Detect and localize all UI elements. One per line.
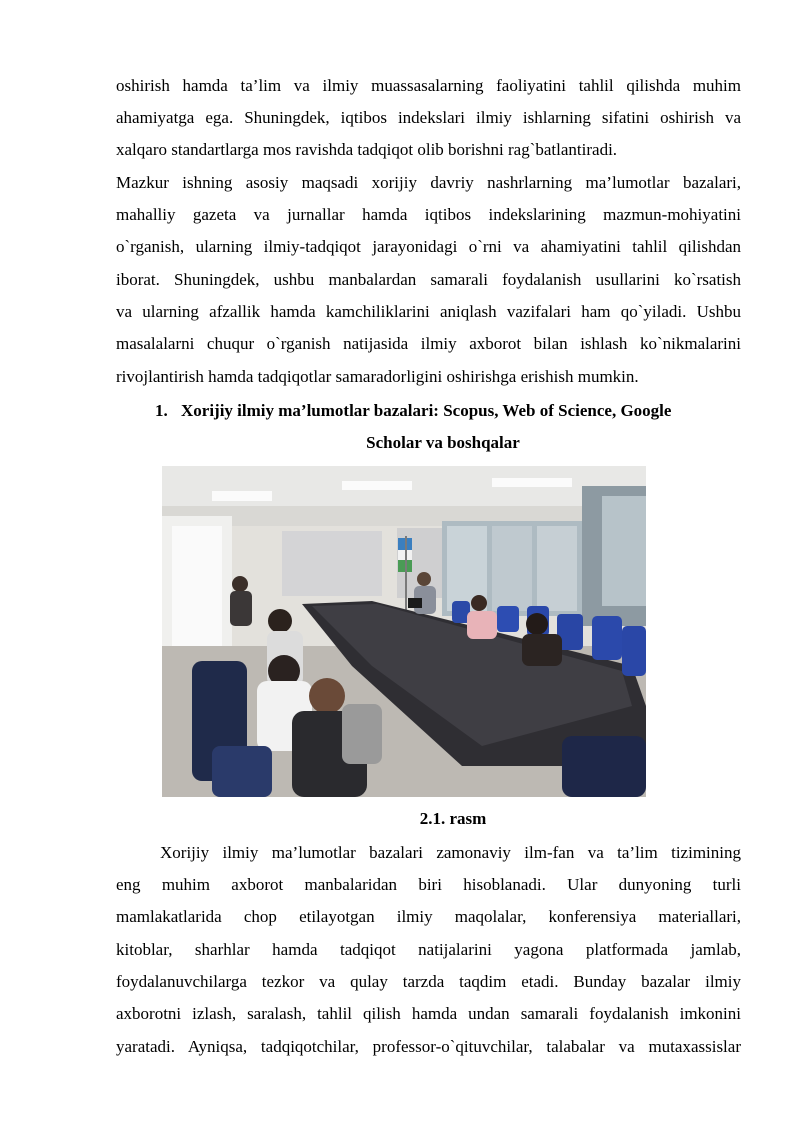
paragraph-line: eng muhim axborot manbalaridan biri hisoblanadi. Ular dunyoning turli (116, 875, 741, 894)
paragraph-line: axborotni izlash, saralash, tahlil qilish hamda undan samarali foydalanish imkonini (116, 1004, 741, 1023)
paragraph-line: ahamiyatga ega. Shuningdek, iqtibos indekslari ilmiy ishlarning sifatini oshirish va (116, 108, 741, 127)
section-heading-line1: Xorijiy ilmiy ma’lumotlar bazalari: Scopus, Web of Science, Google (181, 401, 672, 420)
paragraph-line: rivojlantirish hamda tadqiqotlar samaradorligini oshirishga erishish mumkin. (116, 367, 639, 386)
section-number: 1. (155, 401, 168, 420)
meeting-room-photo (162, 466, 646, 797)
paragraph-line: va ularning afzallik hamda kamchiliklarini aniqlash vazifalari ham qo`yiladi. Ushbu (116, 302, 741, 321)
paragraph-line: kitoblar, sharhlar hamda tadqiqot natijalarini yagona platformada jamlab, (116, 940, 741, 959)
paragraph-line: o`rganish, ularning ilmiy-tadqiqot jarayonidagi o`rni va ahamiyatini tahlil qilishdan (116, 237, 741, 256)
paragraph-line: xalqaro standartlarga mos ravishda tadqiqot olib borishni rag`batlantiradi. (116, 140, 618, 159)
figure-caption: 2.1. rasm (419, 809, 487, 828)
paragraph-line: mamlakatlarida chop etilayotgan ilmiy maqolalar, konferensiya materiallari, (116, 907, 741, 926)
paragraph-line: Mazkur ishning asosiy maqsadi xorijiy davriy nashrlarning ma’lumotlar bazalari, (116, 173, 741, 192)
section-heading-line2: Scholar va boshqalar (366, 433, 520, 452)
paragraph-line: masalalarni chuqur o`rganish natijasida ilmiy axborot bilan ishlash ko`nikmalarini (116, 334, 741, 353)
paragraph-line: oshirish hamda ta’lim va ilmiy muassasalarning faoliyatini tahlil qilishda muhim (116, 76, 741, 95)
paragraph-line: iborat. Shuningdek, ushbu manbalardan samarali foydalanish usullarini ko`rsatish (116, 270, 741, 289)
paragraph-line: Xorijiy ilmiy ma’lumotlar bazalari zamonaviy ilm-fan va ta’lim tizimining (160, 843, 741, 862)
paragraph-line: mahalliy gazeta va jurnallar hamda iqtibos indekslarining mazmun-mohiyatini (116, 205, 741, 224)
paragraph-line: yaratadi. Ayniqsa, tadqiqotchilar, professor-o`qituvchilar, talabalar va mutaxassislar (116, 1037, 741, 1056)
paragraph-line: foydalanuvchilarga tezkor va qulay tarzda taqdim etadi. Bunday bazalar ilmiy (116, 972, 741, 991)
